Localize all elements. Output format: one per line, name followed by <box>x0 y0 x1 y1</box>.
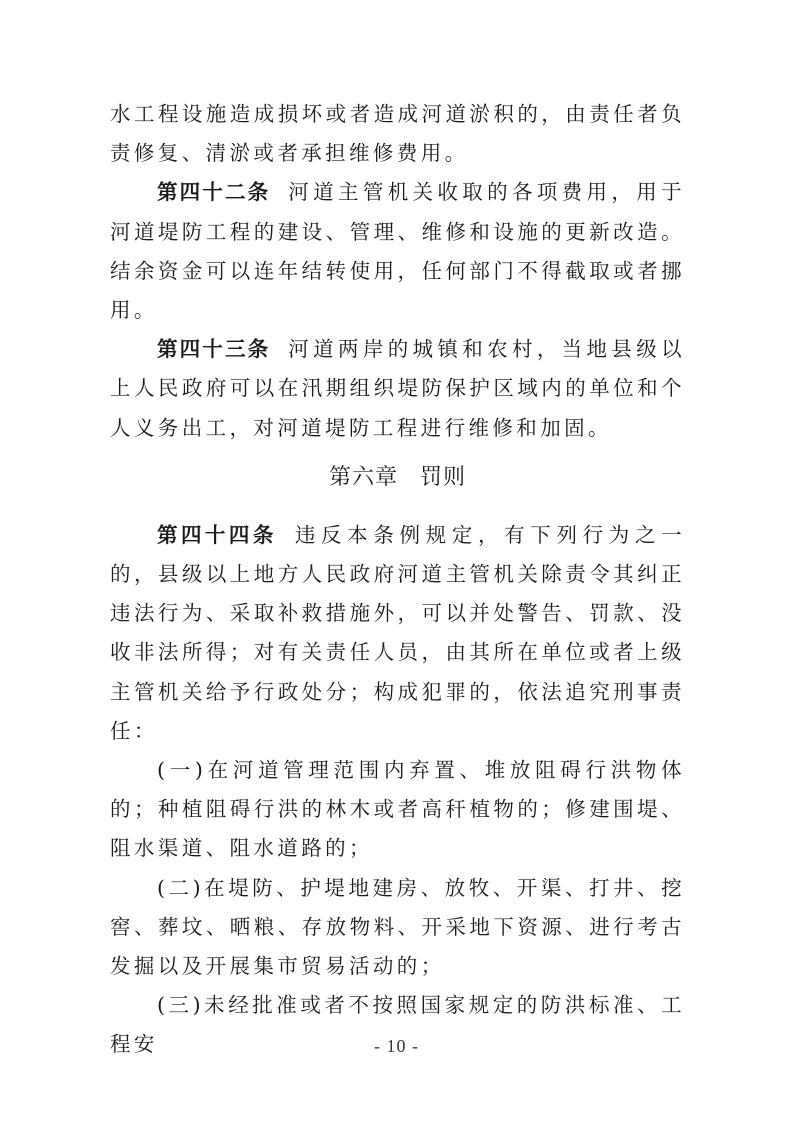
paragraph-text: 河道主管机关收取的各项费用，用于河道堤防工程的建设、管理、维修和设施的更新改造。结余资金可以连年结转使用，任何部门不得截取或者挪用。 <box>110 180 686 323</box>
paragraph-text: (二)在堤防、护堤地建房、放牧、开渠、打井、挖窖、葬坟、晒粮、存放物料、开采地下资源、进行考古发掘以及开展集市贸易活动的； <box>110 875 685 979</box>
paragraph-continuation <box>110 95 685 173</box>
article-label: 第四十二条 <box>157 180 271 205</box>
document-body <box>110 95 685 1065</box>
paragraph-text: 水工程设施造成损坏或者造成河道淤积的，由责任者负责修复、清淤或者承担维修费用。 <box>110 102 685 166</box>
article-label: 第四十四条 <box>157 522 277 547</box>
list-item-2 <box>110 869 685 987</box>
page-number: - 10 - <box>374 1036 419 1056</box>
paragraph-text: (一)在河道管理范围内弃置、堆放阻碍行洪物体的；种植阻碍行洪的林木或者高秆植物的；修建围堤、阻水渠道、阻水道路的； <box>110 758 685 861</box>
chapter-heading <box>110 456 685 500</box>
article-label: 第四十三条 <box>157 337 271 362</box>
chapter-title: 罚则 <box>420 464 467 490</box>
list-item-1 <box>110 751 685 869</box>
article-42 <box>110 173 685 330</box>
chapter-number: 第六章 <box>328 464 398 490</box>
article-43 <box>110 330 685 448</box>
article-44 <box>110 516 685 751</box>
paragraph-text: (三)未经批准或者不按照国家规定的防洪标准、工程安 <box>110 993 685 1057</box>
paragraph-text: 河道两岸的城镇和农村，当地县级以上人民政府可以在汛期组织堤防保护区域内的单位和个人义务出工，对河道堤防工程进行维修和加固。 <box>110 337 686 440</box>
paragraph-text: 违反本条例规定，有下列行为之一的，县级以上地方人民政府河道主管机关除责令其纠正违法行为、采取补救措施外，可以并处警告、罚款、没收非法所得；对有关责任人员，由其所在单位或者上级主管机关给予行政处分；构成犯罪的，依法追究刑事责任： <box>110 522 686 743</box>
